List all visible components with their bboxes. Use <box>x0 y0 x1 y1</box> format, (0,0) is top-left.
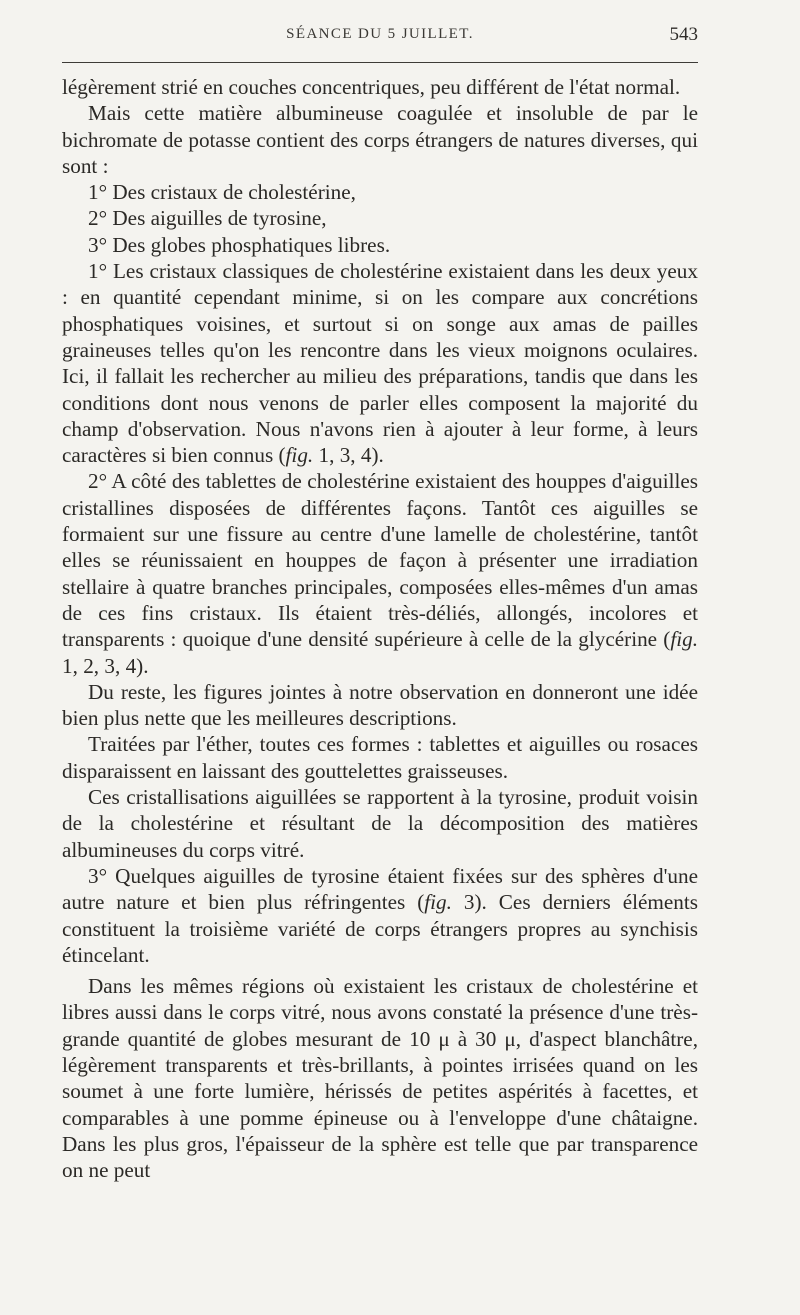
running-head <box>62 26 698 50</box>
text-run: 3). Ces derniers éléments constituent la troisième variété de corps étrangers propres au synchisis étincelant. <box>62 890 698 967</box>
text-run: 1, 3, 4). <box>313 443 384 468</box>
text-run: 3° Quelques aiguilles de tyrosine étaient fixées sur des sphères d'une autre nature et bien plus réfringentes ( <box>62 863 698 915</box>
paragraph <box>62 100 698 179</box>
paragraph <box>62 973 698 1183</box>
paragraph <box>62 784 698 863</box>
paragraph <box>62 468 698 678</box>
text-run: légèrement strié en couches concentriques, peu différent de l'état normal. <box>62 75 681 99</box>
header-rule <box>62 62 698 63</box>
paragraph <box>62 679 698 732</box>
text-run: Mais cette matière albumineuse coagulée et insoluble de par le bichromate de potasse contient des corps étrangers de natures diverses, qui sont : <box>62 101 698 178</box>
text-run: 1° Des cristaux de cholestérine, <box>88 180 356 205</box>
figure-reference: fig. <box>285 443 314 468</box>
text-run: 2° Des aiguilles de tyrosine, <box>88 206 327 231</box>
text-run: Traitées par l'éther, toutes ces formes : tablettes et aiguilles ou rosaces disparaissent en laissant des gouttelettes graisseuses. <box>62 732 698 783</box>
list-item <box>62 179 698 205</box>
list-item <box>62 232 698 258</box>
figure-reference: fig. <box>424 890 452 915</box>
paragraph <box>62 731 698 784</box>
paragraph <box>62 863 698 968</box>
text-run: 1° Les cristaux classiques de cholestérine existaient dans les deux yeux : en quantité cependant minime, si on les compare aux concrétions phosphatiques voisines, et surtout si on songe aux amas de pailles graineuses telles qu'on les rencontre dans les vieux moignons oculaires. Ici, il fallait les rechercher au milieu des préparations, tandis que dans les conditions dont nous venons de parler elles composent la majorité du champ d'observation. Nous n'avons rien à ajouter à leur forme, à leurs caractères si bien connus ( <box>62 259 698 468</box>
text-run: Du reste, les figures jointes à notre observation en donneront une idée bien plus nette que les meilleures descriptions. <box>62 679 698 731</box>
text-run: 1, 2, 3, 4). <box>62 653 149 678</box>
page-number: 543 <box>669 24 698 45</box>
text-run: 2° A côté des tablettes de cholestérine existaient des houppes d'aiguilles cristallines disposées de différentes façons. Tantôt ces aiguilles se formaient sur une fissure au centre d'une lamelle de cholestérine, tantôt elles se réunissaient en houppes de façon à présenter une irradiation stellaire à quatre branches principales, composées elles-mêmes d'un amas de ces fins cristaux. Ils étaient très-déliés, allongés, incolores et transparents : quoique d'une densité supérieure à celle de la glycérine ( <box>62 469 698 652</box>
running-title: SÉANCE DU 5 JUILLET. <box>286 26 474 42</box>
body-text <box>62 74 698 1183</box>
paragraph <box>62 258 698 468</box>
text-run: Ces cristallisations aiguillées se rapportent à la tyrosine, produit voisin de la cholestérine et résultant de la décomposition des matières albumineuses du corps vitré. <box>62 785 698 862</box>
text-run: Dans les mêmes régions où existaient les cristaux de cholestérine et libres aussi dans le corps vitré, nous avons constaté la présence d'une très-grande quantité de globes mesurant de 10 μ à 30 μ, d'aspect blanchâtre, légèrement transparents et très-brillants, à pointes irrisées quand on les soumet à une forte lumière, hérissés de petites aspérités à facettes, et comparables à une pomme épineuse ou à l'enveloppe d'une châtaigne. Dans les plus gros, l'épaisseur de la sphère est telle que par transparence on ne peut <box>62 974 698 1183</box>
paragraph <box>62 74 698 100</box>
list-item <box>62 205 698 231</box>
figure-reference: fig. <box>670 627 698 652</box>
text-run: 3° Des globes phosphatiques libres. <box>88 232 391 257</box>
